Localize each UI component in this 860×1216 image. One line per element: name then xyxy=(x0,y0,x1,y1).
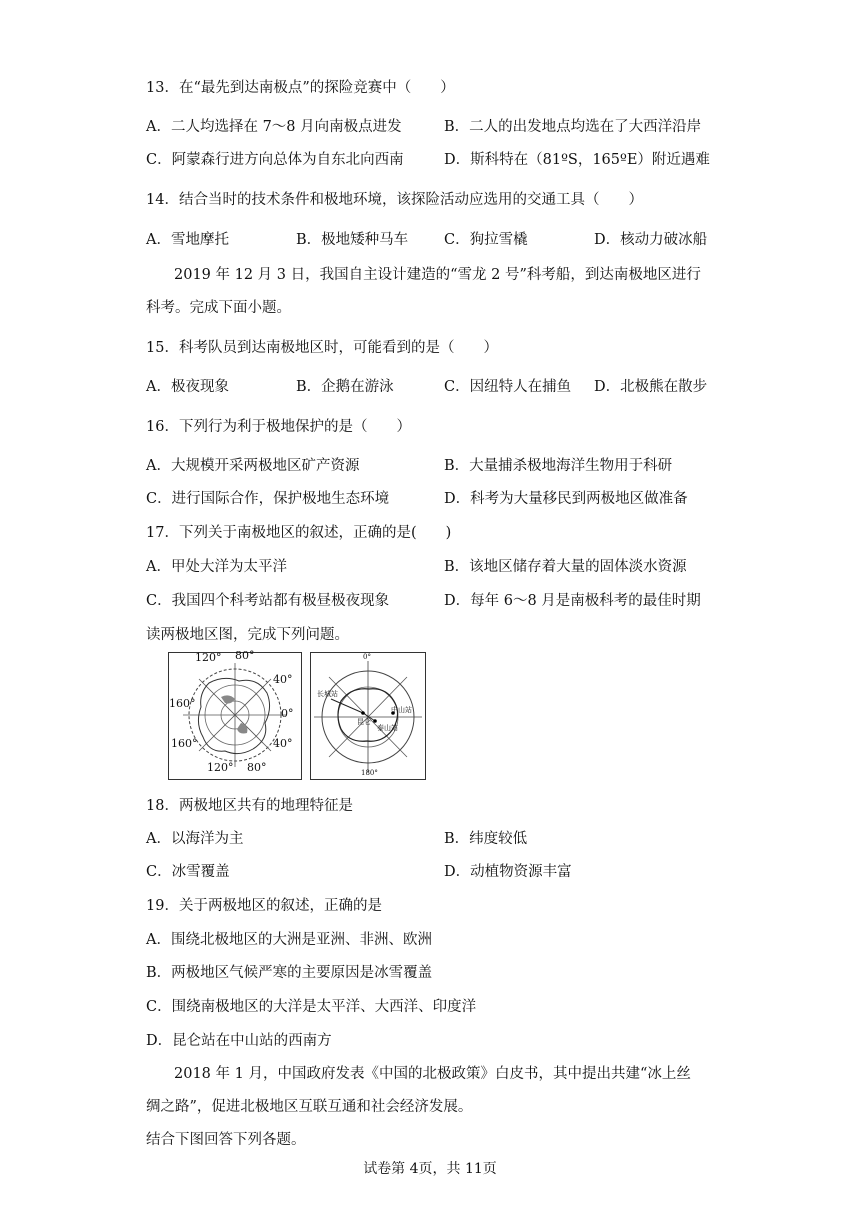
q19-stem: 19．关于两极地区的叙述，正确的是 xyxy=(146,898,382,914)
q15-option-b: B．企鹅在游泳 xyxy=(296,379,394,395)
q17-option-a: A．甲处大洋为太平洋 xyxy=(146,559,287,575)
q18-option-a: A．以海洋为主 xyxy=(146,831,244,847)
q16-stem: 16．下列行为利于极地保护的是（ ） xyxy=(146,419,411,435)
q13-option-c: C．阿蒙森行进方向总体为自东北向西南 xyxy=(146,152,404,168)
passage-polar-maps: 读两极地区图，完成下列问题。 xyxy=(146,627,349,643)
north-map-label-80-bottom: 80° xyxy=(247,761,267,774)
passage-arctic-policy-line1: 2018 年 1 月，中国政府发表《中国的北极政策》白皮书，其中提出共建“冰上丝 xyxy=(174,1066,691,1082)
q19-option-b: B．两极地区气候严寒的主要原因是冰雪覆盖 xyxy=(146,965,433,981)
south-map-label-kunlun: 昆仑 xyxy=(357,718,371,726)
q13-stem: 13．在“最先到达南极点”的探险竞赛中（ ） xyxy=(146,80,455,96)
south-map-label-180: 180° xyxy=(361,769,378,777)
south-map-label-changcheng-station: 长城站 xyxy=(317,690,338,698)
q17-stem: 17．下列关于南极地区的叙述，正确的是( ) xyxy=(146,525,452,541)
north-map-label-160-lower: 160° xyxy=(171,737,198,750)
q18-option-d: D．动植物资源丰富 xyxy=(444,864,572,880)
page-footer: 试卷第 4页，共 11页 xyxy=(363,1161,497,1177)
q14-option-b: B．极地矮种马车 xyxy=(296,232,409,248)
q14-option-c: C．狗拉雪橇 xyxy=(444,232,528,248)
q15-stem: 15．科考队员到达南极地区时，可能看到的是（ ） xyxy=(146,340,498,356)
q19-option-c: C．围绕南极地区的大洋是太平洋、大西洋、印度洋 xyxy=(146,999,477,1015)
q13-option-b: B．二人的出发地点均选在了大西洋沿岸 xyxy=(444,119,702,135)
q14-option-d: D．核动力破冰船 xyxy=(594,232,708,248)
north-map-label-160-left: 160° xyxy=(169,697,196,710)
q18-option-c: C．冰雪覆盖 xyxy=(146,864,230,880)
north-map-label-120-bottom: 120° xyxy=(207,761,234,774)
q13-option-a: A．二人均选择在 7～8 月向南极点进发 xyxy=(146,119,402,135)
q18-option-b: B．纬度较低 xyxy=(444,831,528,847)
q19-option-d: D．昆仑站在中山站的西南方 xyxy=(146,1033,332,1049)
passage-xuelong-line2: 科考。完成下面小题。 xyxy=(146,300,291,316)
q15-option-d: D．北极熊在散步 xyxy=(594,379,708,395)
south-map-label-zhongshan-station: 中山站 xyxy=(391,706,412,714)
south-map-label-0: 0° xyxy=(363,653,371,661)
q16-option-c: C．进行国际合作，保护极地生态环境 xyxy=(146,491,390,507)
q16-option-a: A．大规模开采两极地区矿产资源 xyxy=(146,458,360,474)
q19-option-a: A．围绕北极地区的大洲是亚洲、非洲、欧洲 xyxy=(146,932,432,948)
passage-arctic-policy-line3: 结合下图回答下列各题。 xyxy=(146,1132,306,1148)
q15-option-a: A．极夜现象 xyxy=(146,379,229,395)
q17-option-d: D．每年 6～8 月是南极科考的最佳时期 xyxy=(444,593,701,609)
q18-stem: 18．两极地区共有的地理特征是 xyxy=(146,798,353,814)
north-map-label-0: 0° xyxy=(281,707,294,720)
passage-xuelong-line1: 2019 年 12 月 3 日，我国自主设计建造的“雪龙 2 号”科考船，到达南极地区进行 xyxy=(174,267,701,283)
north-map-label-40-lower: 40° xyxy=(273,737,293,750)
north-polar-map xyxy=(168,649,302,780)
north-map-label-80-top: 80° xyxy=(235,649,255,662)
q16-option-b: B．大量捕杀极地海洋生物用于科研 xyxy=(444,458,673,474)
south-polar-map xyxy=(310,652,426,780)
q13-option-d: D．斯科特在（81ºS，165ºE）附近遇难 xyxy=(444,152,710,168)
south-map-label-taishan-station: 泰山站 xyxy=(377,724,398,732)
passage-arctic-policy-line2: 绸之路”，促进北极地区互联互通和社会经济发展。 xyxy=(146,1099,473,1115)
q15-option-c: C．因纽特人在捕鱼 xyxy=(444,379,572,395)
north-map-label-40-right: 40° xyxy=(273,673,293,686)
q14-stem: 14．结合当时的技术条件和极地环境，该探险活动应选用的交通工具（ ） xyxy=(146,192,643,208)
q17-option-b: B．该地区储存着大量的固体淡水资源 xyxy=(444,559,687,575)
q14-option-a: A．雪地摩托 xyxy=(146,232,229,248)
north-map-label-120-top: 120° xyxy=(195,651,222,664)
q16-option-d: D．科考为大量移民到两极地区做准备 xyxy=(444,491,688,507)
q17-option-c: C．我国四个科考站都有极昼极夜现象 xyxy=(146,593,390,609)
